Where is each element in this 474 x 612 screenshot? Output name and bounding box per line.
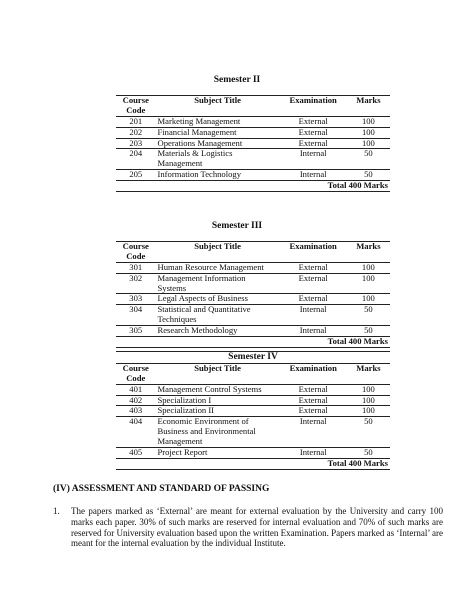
header-subject-title: Subject Title <box>156 96 280 117</box>
table-row: 401 Management Control Systems External 100 <box>116 384 390 395</box>
assessment-paragraph <box>53 506 443 549</box>
header-examination: Examination <box>280 363 347 384</box>
table-row: 303 Legal Aspects of Business External 100 <box>116 294 390 305</box>
semester-iii-title: Semester III <box>211 221 263 231</box>
table-row: 302 Management Information Systems External 100 <box>116 273 390 294</box>
table-row: 204 Materials & Logistics Management Internal 50 <box>116 149 390 170</box>
table-row: 404 Economic Environment of Business and Environmental Management Internal 50 <box>116 417 390 448</box>
table-row: 304 Statistical and Quantitative Techniques Internal 50 <box>116 305 390 326</box>
header-course-code: Course Code <box>116 363 155 384</box>
table-row: 202 Financial Management External 100 <box>116 127 390 138</box>
semester-iv-title: Semester IV <box>116 352 390 364</box>
paragraph-text: The papers marked as ‘External’ are meant for external evaluation by the University and carry 100 marks each paper. 30% of such marks are reserved for internal evaluation and 70% of such marks are reserved for University evaluation based upon the written Examination. Papers marked as ‘Internal’ are meant for the internal evaluation by the individual Institute. <box>71 506 443 549</box>
semester-ii-table <box>116 95 390 192</box>
header-examination: Examination <box>280 96 347 117</box>
header-marks: Marks <box>347 363 390 384</box>
table-row: 203 Operations Management External 100 <box>116 138 390 149</box>
table-row: 205 Information Technology Internal 50 <box>116 170 390 181</box>
section-heading: (IV) ASSESSMENT AND STANDARD OF PASSING <box>53 484 270 494</box>
paragraph-number: 1. <box>53 506 60 516</box>
semester-iii-table <box>116 241 390 348</box>
table-row: 402 Specialization I External 100 <box>116 395 390 406</box>
semester-ii-title: Semester II <box>213 75 261 85</box>
header-marks: Marks <box>347 96 390 117</box>
table-row: 403 Specialization II External 100 <box>116 406 390 417</box>
table-row: 201 Marketing Management External 100 <box>116 116 390 127</box>
header-subject-title: Subject Title <box>156 242 280 263</box>
header-marks: Marks <box>347 242 390 263</box>
semester-iv-table <box>116 351 390 470</box>
header-course-code: Course Code <box>116 96 156 117</box>
total-row: Total 400 Marks <box>116 458 390 469</box>
table-row: 301 Human Resource Management External 100 <box>116 262 390 273</box>
total-row: Total 400 Marks <box>116 181 390 192</box>
table-row: 305 Research Methodology Internal 50 <box>116 326 390 337</box>
header-course-code: Course Code <box>116 242 156 263</box>
total-row: Total 400 Marks <box>116 336 390 347</box>
header-subject-title: Subject Title <box>155 363 279 384</box>
table-row: 405 Project Report Internal 50 <box>116 447 390 458</box>
header-examination: Examination <box>280 242 347 263</box>
